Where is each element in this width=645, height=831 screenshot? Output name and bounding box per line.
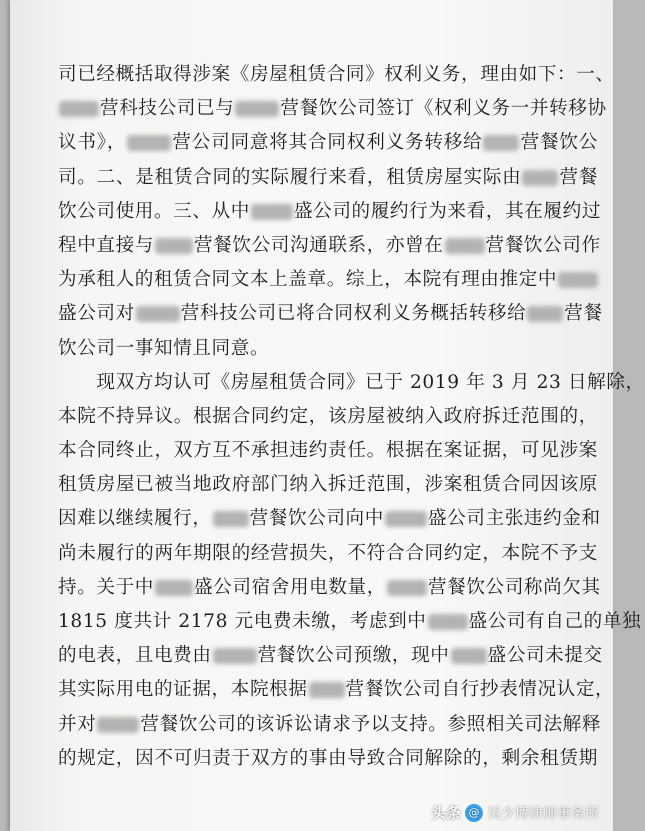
text-segment: 营科技公司已与 bbox=[100, 98, 235, 120]
redacted-name bbox=[385, 511, 427, 527]
text-line bbox=[58, 126, 598, 160]
text-segment: 营科技公司已将合同权利义务概括转移给 bbox=[180, 303, 527, 325]
text-segment: 盛公司有自己的单独 bbox=[468, 611, 642, 632]
redacted-name bbox=[59, 101, 99, 117]
text-segment: 并对 bbox=[58, 713, 97, 735]
redacted-name bbox=[445, 238, 485, 254]
text-segment: 因难以继续履行， bbox=[58, 508, 212, 530]
text-segment: 营餐饮公司沟通联系，亦曾在 bbox=[193, 234, 444, 256]
text-line bbox=[58, 92, 607, 126]
text-segment: 为承租人的租赁合同文本上盖章。综上，本院有理由推定中 bbox=[58, 269, 558, 291]
redacted-name bbox=[428, 614, 468, 630]
redacted-name bbox=[155, 580, 193, 596]
text-line bbox=[58, 229, 601, 263]
text-line bbox=[58, 502, 601, 536]
text-line bbox=[58, 58, 615, 92]
text-segment: 盛公司的履约行为来看，其在履约过 bbox=[293, 200, 602, 222]
text-segment: 司。二、是租赁合同的实际履行来看，租赁房屋实际由 bbox=[58, 166, 522, 188]
watermark-brand: 头条 bbox=[430, 804, 461, 822]
text-segment: 营公司同意将其合同权利义务转移给 bbox=[172, 132, 483, 154]
redacted-name bbox=[155, 238, 193, 254]
text-line bbox=[58, 468, 598, 502]
redacted-name bbox=[451, 648, 487, 664]
text-segment: 本合同终止，双方互不承担违约责任。根据在案证据，可见涉案 bbox=[58, 440, 598, 462]
text-line bbox=[58, 708, 602, 742]
text-segment: 现双方均认可《房屋租赁合同》已于 2019 年 3 月 23 日解除， bbox=[58, 371, 645, 393]
text-segment: 营餐饮公 bbox=[520, 132, 598, 154]
text-segment: 租赁房屋已被当地政府部门纳入拆迁范围，涉案租赁合同因该原 bbox=[58, 474, 598, 496]
text-line bbox=[58, 673, 615, 707]
text-line bbox=[58, 400, 598, 434]
text-segment: 营餐饮公司称尚欠其 bbox=[427, 576, 601, 598]
redacted-name bbox=[213, 648, 257, 664]
text-segment: 其实际用电的证据，本院根据 bbox=[58, 679, 308, 701]
text-line bbox=[58, 332, 598, 366]
redacted-name bbox=[522, 170, 558, 186]
redacted-name bbox=[97, 717, 139, 733]
text-segment: 盛公司对 bbox=[58, 303, 135, 325]
text-line bbox=[58, 571, 601, 605]
text-line bbox=[58, 366, 645, 400]
text-segment: 本院不持异议。根据合同约定，该房屋被纳入政府拆迁范围的， bbox=[58, 405, 598, 427]
text-segment: 营餐饮公司签订《权利义务一并转移协 bbox=[280, 98, 607, 120]
redacted-name bbox=[309, 682, 345, 698]
redacted-name bbox=[136, 306, 180, 322]
text-segment: 饮公司一事知情且同意。 bbox=[58, 337, 270, 359]
text-segment: 营餐饮公司的该诉讼请求予以支持。参照相关司法解释 bbox=[140, 713, 602, 735]
text-line bbox=[58, 742, 598, 776]
text-segment: 议书》， bbox=[58, 132, 127, 154]
text-segment: 尚未履行的两年期限的经营损失，不符合合同约定，本院不予支 bbox=[58, 542, 598, 564]
redacted-name bbox=[527, 306, 563, 322]
text-segment: 饮公司使用。三、从中 bbox=[58, 200, 250, 222]
at-icon: @ bbox=[465, 804, 483, 822]
redacted-name bbox=[387, 580, 427, 596]
text-segment: 营餐饮公司向中 bbox=[249, 508, 384, 530]
text-line bbox=[58, 263, 598, 297]
text-line bbox=[58, 605, 642, 639]
redacted-name bbox=[558, 272, 598, 288]
text-segment: 程中直接与 bbox=[58, 234, 154, 256]
text-segment: 营餐饮公司自行抄表情况认定， bbox=[345, 679, 615, 701]
text-segment: 盛公司宿舍用电数量， bbox=[193, 576, 386, 598]
text-line bbox=[58, 195, 602, 229]
text-line bbox=[58, 537, 598, 571]
text-line bbox=[58, 297, 603, 331]
text-line bbox=[58, 161, 598, 195]
text-segment: 盛公司主张违约金和 bbox=[427, 508, 601, 530]
text-segment: 司已经概括取得涉案《房屋租赁合同》权利义务，理由如下：一、 bbox=[58, 64, 615, 85]
redacted-name bbox=[127, 135, 171, 151]
text-segment: 持。关于中 bbox=[58, 576, 154, 598]
redacted-name bbox=[213, 511, 249, 527]
text-segment: 营餐饮公司预缴，现中 bbox=[257, 645, 450, 667]
redacted-name bbox=[251, 204, 293, 220]
text-line bbox=[58, 639, 603, 673]
redacted-name bbox=[483, 135, 519, 151]
document-page bbox=[10, 0, 645, 831]
text-segment: 的电表，且电费由 bbox=[58, 645, 212, 667]
text-segment: 营餐 bbox=[564, 303, 603, 325]
text-line bbox=[58, 434, 598, 468]
text-segment: 的规定，因不可归责于双方的事由导致合同解除的，剩余租赁期 bbox=[58, 747, 598, 769]
document-body bbox=[58, 58, 645, 776]
text-segment: 盛公司未提交 bbox=[487, 645, 603, 667]
redacted-name bbox=[235, 101, 279, 117]
watermark bbox=[431, 802, 599, 823]
text-segment: 1815 度共计 2178 元电费未缴，考虑到中 bbox=[58, 611, 427, 632]
watermark-name: 吴少博律师事务所 bbox=[487, 805, 599, 822]
text-segment: 营餐饮公司作 bbox=[485, 234, 601, 256]
text-segment: 营餐 bbox=[559, 166, 599, 188]
